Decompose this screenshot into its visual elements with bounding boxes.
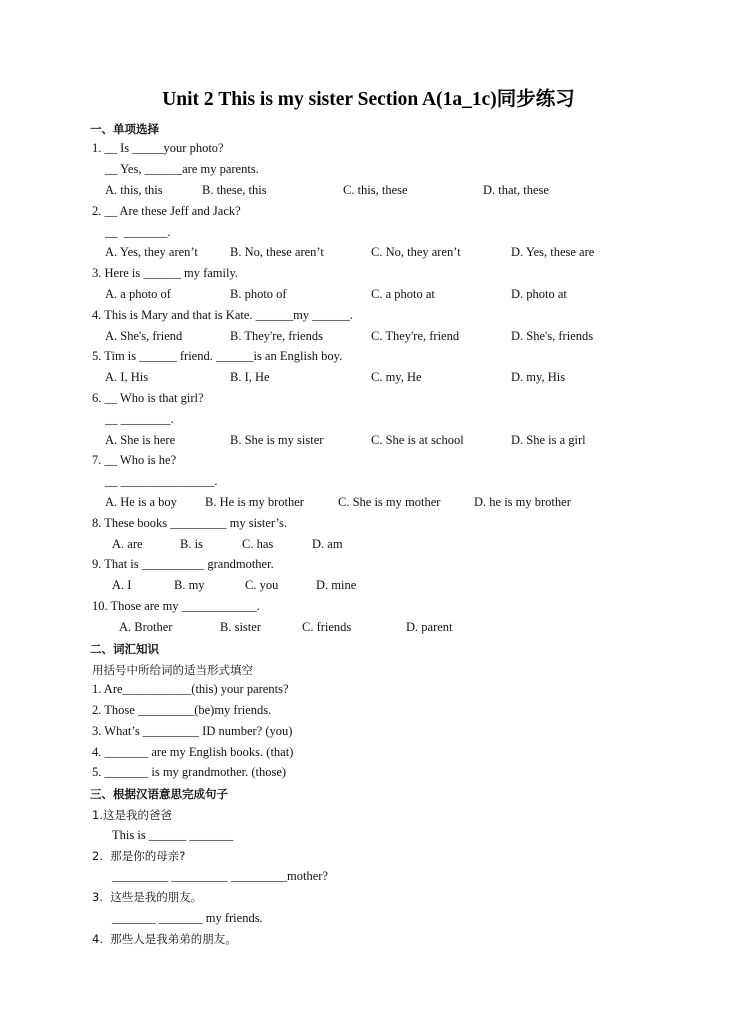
question-4-stem: 4. This is Mary and that is Kate. ______my ______. [92, 308, 353, 322]
question-9-option-d: D. mine [316, 578, 357, 592]
question-4-option-b: B. They're, friends [230, 329, 323, 343]
question-8-option-b: B. is [180, 537, 203, 551]
question-6-option-c: C. She is at school [371, 433, 464, 447]
question-5-option-b: B. I, He [230, 370, 270, 384]
translation-item-1-chinese: 1.这是我的爸爸 [92, 808, 172, 822]
translation-item-2-chinese: 2. 那是你的母亲? [92, 849, 186, 863]
question-7-extra: __ _______________. [105, 474, 218, 488]
question-9-option-c: C. you [245, 578, 279, 592]
vocab-item-5: 5. _______ is my grandmother. (those) [92, 765, 287, 779]
question-7-option-b: B. He is my brother [205, 495, 304, 509]
question-3-stem: 3. Here is ______ my family. [92, 266, 239, 280]
question-5-stem: 5. Tim is ______ friend. ______is an English boy. [92, 349, 343, 363]
question-4-option-d: D. She's, friends [511, 329, 594, 343]
question-10-option-b: B. sister [220, 620, 261, 634]
question-6-stem: 6. __ Who is that girl? [92, 391, 204, 405]
question-7-stem: 7. __ Who is he? [92, 453, 177, 467]
question-4-option-c: C. They're, friend [371, 329, 460, 343]
question-5-option-a: A. I, His [105, 370, 149, 384]
section-heading-multiple-choice: 一、单项选择 [90, 122, 159, 136]
question-3-option-d: D. photo at [511, 287, 567, 301]
question-1-option-b: B. these, this [202, 183, 267, 197]
question-8-option-a: A. are [112, 537, 143, 551]
question-7-option-d: D. he is my brother [474, 495, 571, 509]
question-1-option-a: A. this, this [105, 183, 163, 197]
section-instruction: 用括号中所给词的适当形式填空 [92, 663, 253, 677]
question-2-stem: 2. __ Are these Jeff and Jack? [92, 204, 241, 218]
vocab-item-3: 3. What’s _________ ID number? (you) [92, 724, 293, 738]
question-4-option-a: A. She's, friend [105, 329, 183, 343]
question-9-stem: 9. That is __________ grandmother. [92, 557, 274, 571]
question-6-option-d: D. She is a girl [511, 433, 586, 447]
question-2-extra: __ _______. [105, 225, 171, 239]
question-8-option-d: D. am [312, 537, 343, 551]
question-8-option-c: C. has [242, 537, 274, 551]
vocab-item-1: 1. Are___________(this) your parents? [92, 682, 289, 696]
question-9-option-b: B. my [174, 578, 205, 592]
question-6-option-b: B. She is my sister [230, 433, 324, 447]
vocab-item-2: 2. Those _________(be)my friends. [92, 703, 272, 717]
question-8-stem: 8. These books _________ my sister’s. [92, 516, 288, 530]
question-3-option-a: A. a photo of [105, 287, 171, 301]
translation-item-3-answer: _______ _______ my friends. [112, 911, 263, 925]
question-2-option-a: A. Yes, they aren’t [105, 245, 198, 259]
question-9-option-a: A. I [112, 578, 132, 592]
vocab-item-4: 4. _______ are my English books. (that) [92, 745, 294, 759]
question-1-option-d: D. that, these [483, 183, 549, 197]
question-2-option-d: D. Yes, these are [511, 245, 595, 259]
question-3-option-b: B. photo of [230, 287, 287, 301]
page-title: Unit 2 This is my sister Section A(1a_1c)同步练习 [162, 89, 575, 110]
question-10-option-c: C. friends [302, 620, 352, 634]
question-10-stem: 10. Those are my ____________. [92, 599, 260, 613]
translation-item-3-chinese: 3. 这些是我的朋友。 [92, 890, 203, 904]
translation-item-2-answer: _________ _________ _________mother? [112, 869, 328, 883]
question-7-option-c: C. She is my mother [338, 495, 441, 509]
question-6-extra: __ ________. [105, 412, 174, 426]
question-2-option-b: B. No, these aren’t [230, 245, 324, 259]
question-6-option-a: A. She is here [105, 433, 176, 447]
translation-item-4-chinese: 4. 那些人是我弟弟的朋友。 [92, 932, 237, 946]
question-1-option-c: C. this, these [343, 183, 408, 197]
translation-item-1-answer: This is ______ _______ [112, 828, 234, 842]
question-1-stem: 1. __ Is _____your photo? [92, 141, 224, 155]
question-1-extra: __ Yes, ______are my parents. [105, 162, 259, 176]
section-heading-translation: 三、根据汉语意思完成句子 [90, 787, 228, 801]
question-10-option-d: D. parent [406, 620, 453, 634]
question-2-option-c: C. No, they aren’t [371, 245, 461, 259]
section-heading-vocabulary: 二、词汇知识 [90, 642, 159, 656]
question-5-option-d: D. my, His [511, 370, 566, 384]
question-7-option-a: A. He is a boy [105, 495, 177, 509]
question-5-option-c: C. my, He [371, 370, 422, 384]
question-3-option-c: C. a photo at [371, 287, 435, 301]
question-10-option-a: A. Brother [119, 620, 173, 634]
